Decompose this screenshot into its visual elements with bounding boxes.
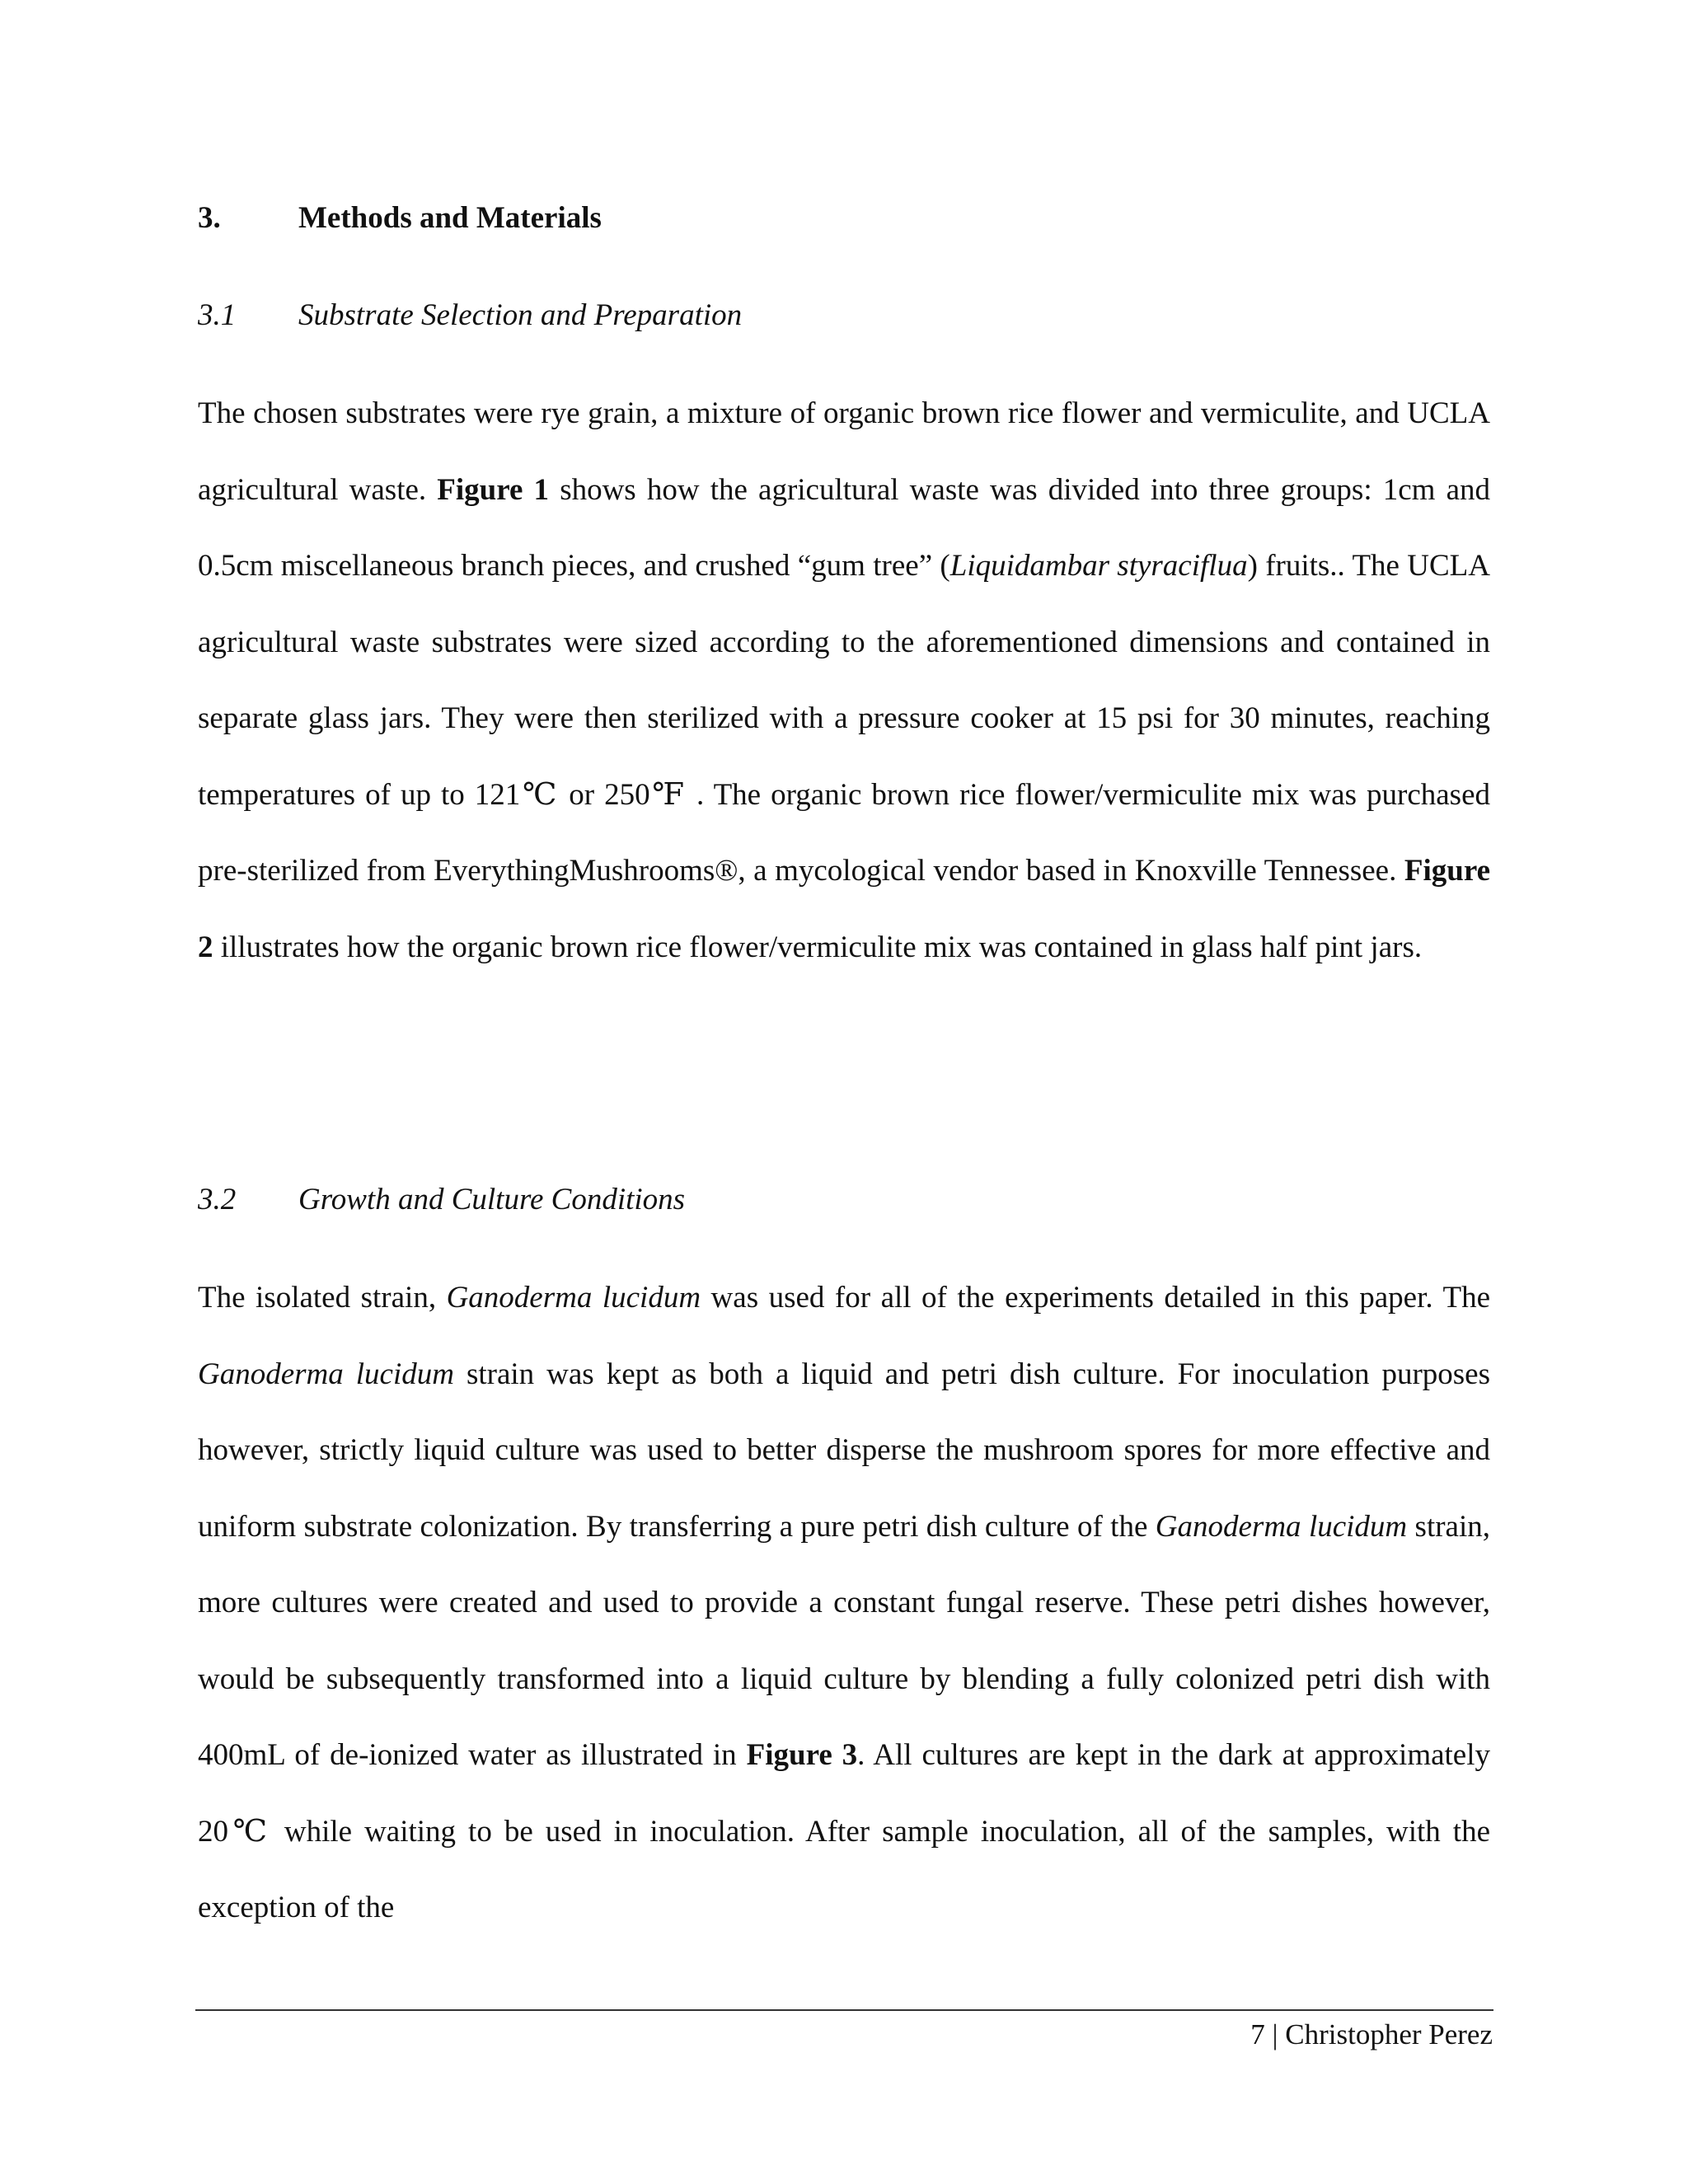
page-footer: 7 | Christopher Perez (1250, 2018, 1493, 2050)
species-name: Ganoderma lucidum (1155, 1509, 1408, 1544)
species-name: Ganoderma lucidum (198, 1357, 454, 1391)
section-title: Methods and Materials (298, 201, 602, 235)
subsection-title: Growth and Culture Conditions (298, 1183, 686, 1216)
paragraph-text: The chosen substrates were rye grain, a mixture of organic brown rice flower and vermiculite, and UCLA agricultural waste. (198, 396, 1490, 507)
figure-reference: Figure 1 (437, 472, 550, 507)
paragraph-text: illustrates how the organic brown rice flower/vermiculite mix was contained in glass half pint jars. (213, 930, 1423, 964)
figure-reference: Figure 3 (746, 1738, 858, 1772)
paragraph-text: The isolated strain, (198, 1281, 447, 1315)
paragraph-text: was used for all of the experiments detailed in this paper. The (701, 1281, 1490, 1315)
section-heading (198, 199, 602, 237)
paragraph-substrate-selection (198, 376, 1490, 986)
footer-rule (195, 2009, 1493, 2011)
species-name: Ganoderma lucidum (446, 1281, 701, 1315)
subsection-heading-3-2 (198, 1181, 685, 1219)
paragraph-text: shows how the agricultural waste was divided into three groups: 1cm and 0.5cm miscellaneous branch pieces, and crushed “gum tree” ( (198, 472, 1490, 583)
subsection-heading-3-1 (198, 297, 742, 335)
paragraph-text: strain, more cultures were created and used to provide a constant fungal reserve. These petri dishes however, would be subsequently transformed into a liquid culture by blending a fully colonized petri dish with 400mL of de-ionized water as illustrated in (198, 1509, 1491, 1772)
paragraph-growth-conditions (198, 1260, 1490, 1947)
section-number: 3. (198, 201, 221, 235)
subsection-number: 3.1 (198, 298, 237, 332)
paragraph-text: strain was kept as both a liquid and petri dish culture. For inoculation purposes however, strictly liquid culture was used to better disperse the mushroom spores for more effective and uniform substrate colonization. By transferring a pure petri dish culture of the (198, 1357, 1491, 1544)
species-name: Liquidambar styraciflua (950, 549, 1248, 583)
subsection-number: 3.2 (198, 1183, 237, 1216)
paragraph-text: . All cultures are kept in the dark at approximately 20℃ while waiting to be used in inoculation. After sample inoculation, all of the samples, with the exception of the (198, 1738, 1491, 1924)
figure-reference: Figure 2 (198, 854, 1490, 964)
subsection-title: Substrate Selection and Preparation (298, 298, 743, 332)
paragraph-text: ) fruits.. The UCLA agricultural waste substrates were sized according to the aforementioned dimensions and contained in separate glass jars. They were then sterilized with a pressure cooker at 15 psi for 30 minutes, reaching temperatures of up to 121℃ or 250℉ . The organic brown rice flower/vermiculite mix was purchased pre-sterilized from EverythingMushrooms®, a mycological vendor based in Knoxville Tennessee. (198, 549, 1490, 888)
